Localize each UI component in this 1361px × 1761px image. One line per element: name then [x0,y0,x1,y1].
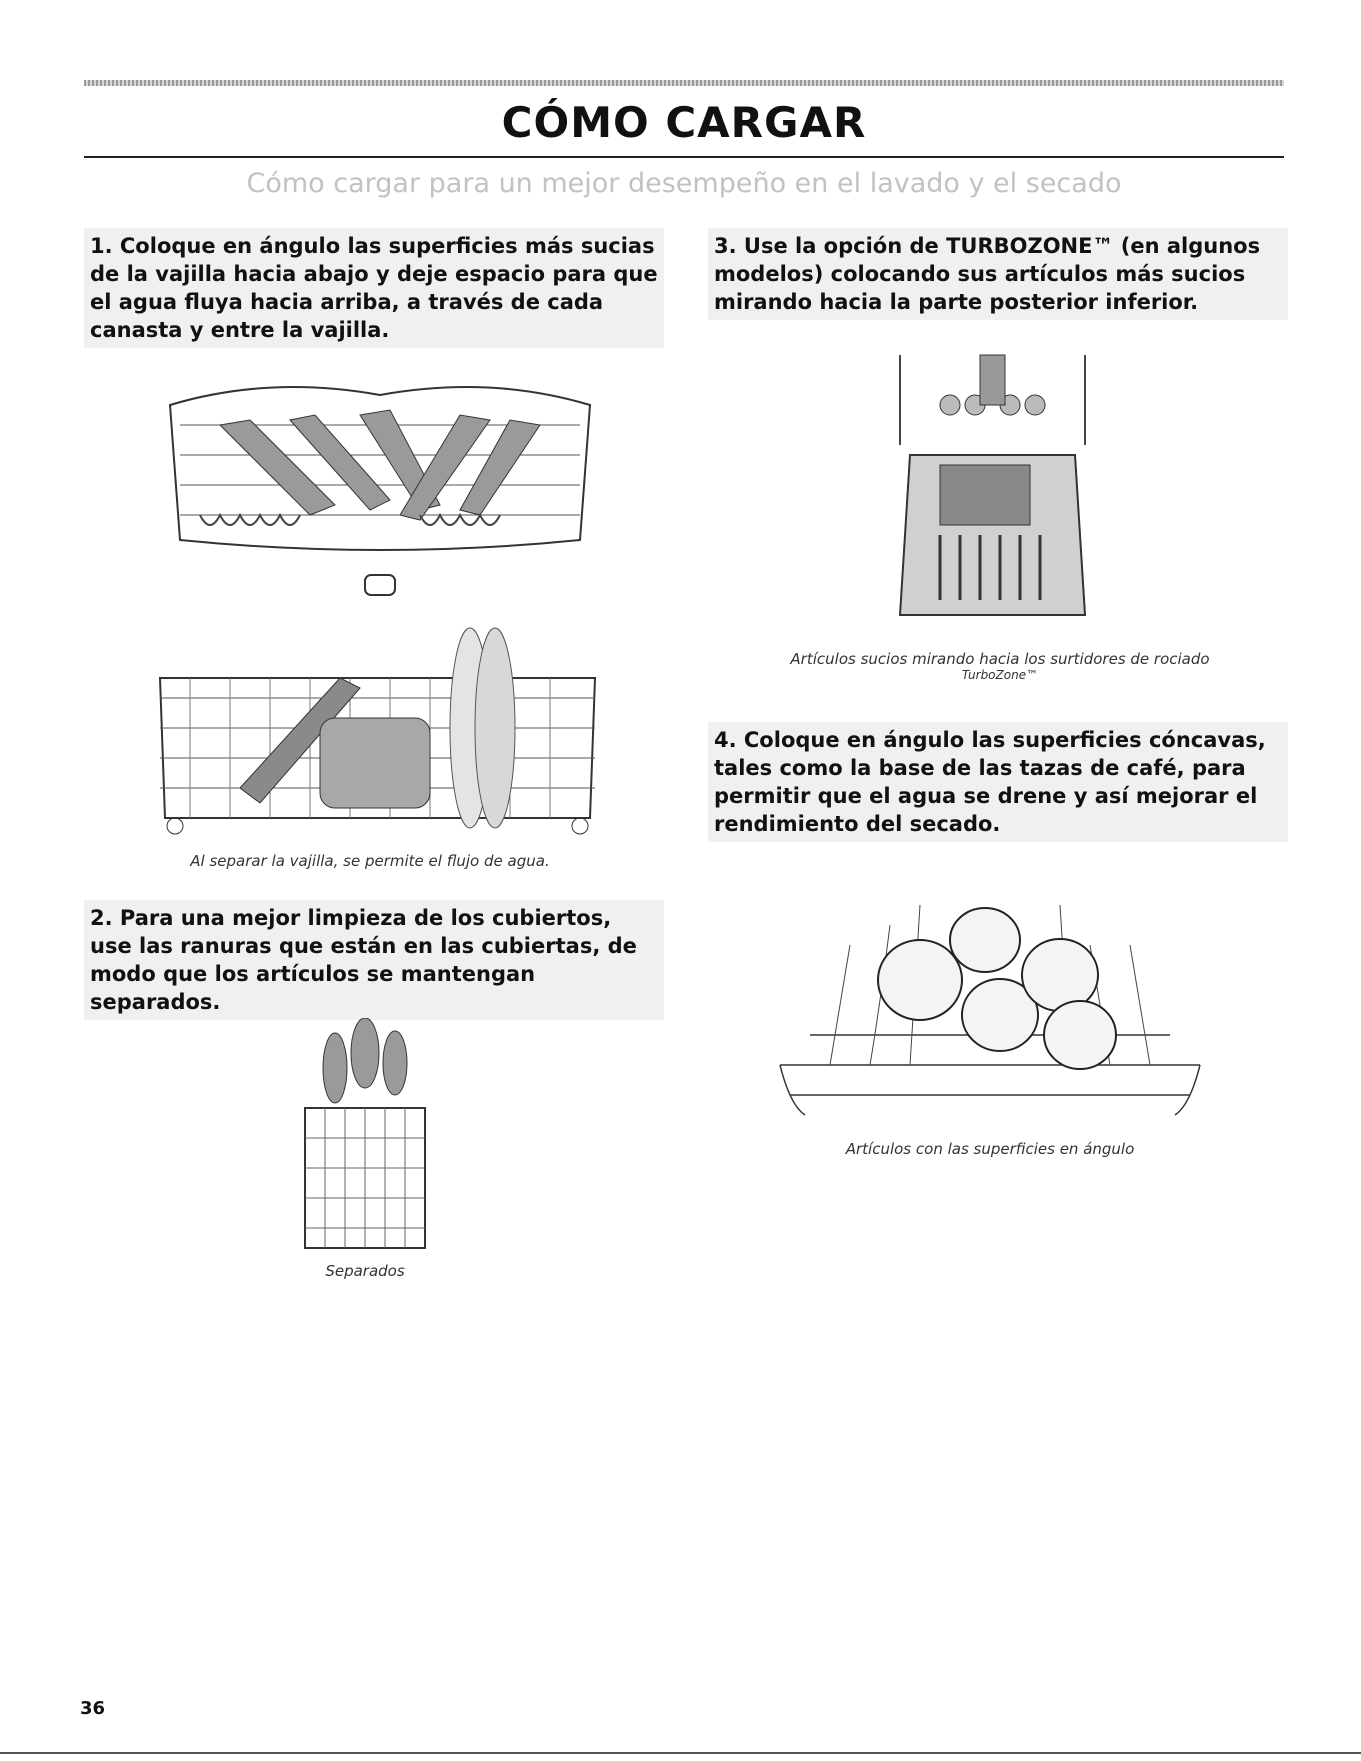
upper-rack-illustration [160,365,600,610]
rack-caption: Al separar la vajilla, se permite el flujo de agua. [190,852,550,870]
step-4-text: 4. Coloque en ángulo las superficies cóncavas, tales como la base de las tazas de café, para permitir que el agua se drene y así mejorar el rendimiento del secado. [708,722,1288,842]
lower-rack-illustration [150,618,605,840]
step-3-text: 3. Use la opción de TURBOZONE™ (en algunos modelos) colocando sus artículos más sucios mirando hacia la parte posterior inferior. [708,228,1288,320]
cups-caption: Artículos con las superficies en ángulo [845,1140,1135,1158]
step-1-text: 1. Coloque en ángulo las superficies más sucias de la vajilla hacia abajo y deje espacio para que el agua fluya hacia arriba, a través de cada canasta y entre la vajilla. [84,228,664,348]
top-decorative-bar [84,80,1284,86]
basket-caption: Separados [325,1262,405,1280]
page-number: 36 [80,1698,106,1719]
cups-rack-illustration [770,865,1210,1125]
title-divider [84,156,1284,158]
turbozone-illustration [880,345,1105,625]
bottom-divider [0,1752,1361,1754]
page-subtitle: Cómo cargar para un mejor desempeño en el lavado y el secado [246,168,1122,199]
turbozone-caption [720,650,1280,682]
page-title: CÓMO CARGAR [501,98,867,147]
step-2-text: 2. Para una mejor limpieza de los cubiertos, use las ranuras que están en las cubiertas, de modo que los artículos se mantengan separados. [84,900,664,1020]
turbozone-caption-line-2: TurboZone™ [961,668,1039,682]
silverware-basket-illustration [290,1018,440,1258]
turbozone-caption-line-1: Artículos sucios mirando hacia los surtidores de rociado [790,650,1210,668]
